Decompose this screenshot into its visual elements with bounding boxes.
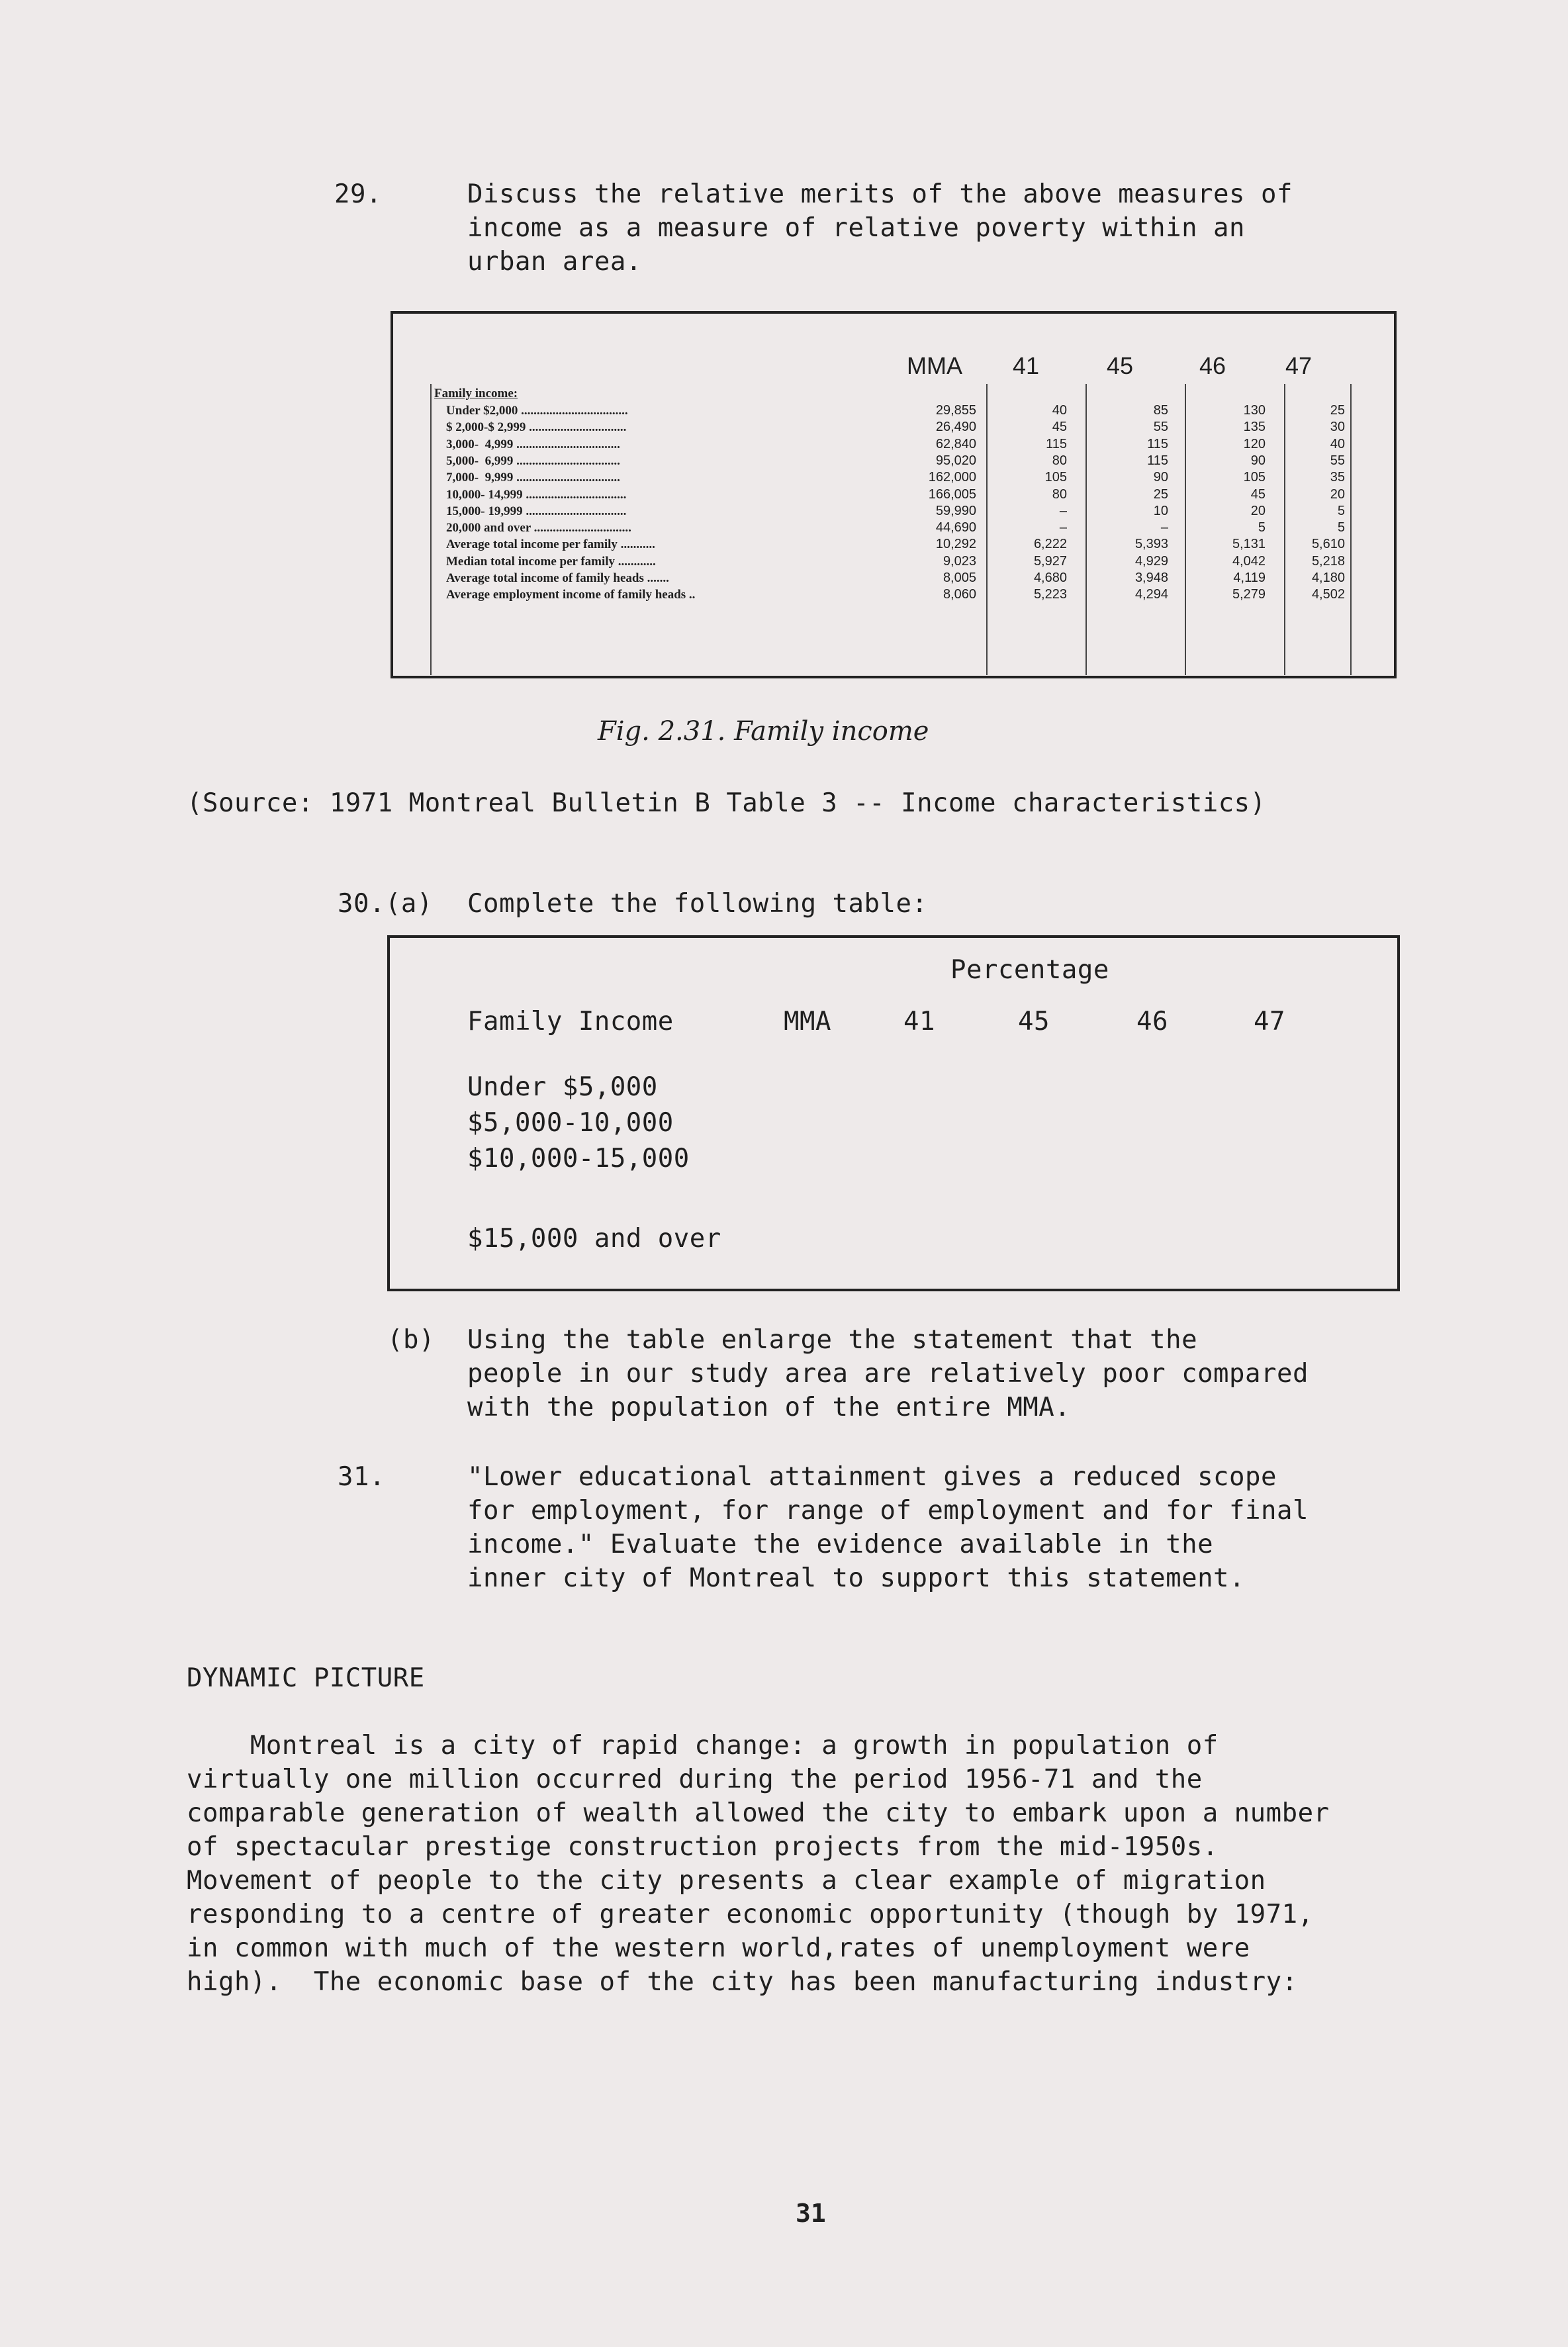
figure-cell: 4,294 — [1134, 587, 1168, 602]
figure-cell: 5,131 — [1232, 537, 1266, 552]
q31-line-4: inner city of Montreal to support this statement. — [467, 1563, 1246, 1593]
figure-cell: 105 — [1243, 470, 1266, 485]
table-row-under-5000: Under $5,000 — [467, 1072, 658, 1102]
figure-cell: 115 — [1046, 436, 1067, 451]
figure-col-divider — [430, 384, 432, 675]
figure-cell: 166,005 — [928, 486, 976, 502]
figure-cell: 45 — [1250, 486, 1266, 502]
figure-row-label: Average employment income of family heads .. — [446, 588, 696, 602]
figure-cell: 4,042 — [1232, 553, 1266, 569]
figure-row-label: 7,000- 9,999 ................................. — [446, 471, 620, 485]
figure-cell: 40 — [1052, 403, 1067, 418]
q31-number: 31. — [338, 1462, 385, 1492]
q31-line-1: "Lower educational attainment gives a reduced scope — [467, 1462, 1277, 1492]
q31-line-2: for employment, for range of employment and for final — [467, 1496, 1309, 1526]
q30b-line-1: Using the table enlarge the statement that the — [467, 1325, 1198, 1355]
q30-prompt: Complete the following table: — [467, 889, 928, 919]
figure-row-label: Median total income per family ............ — [446, 554, 656, 569]
figure-cell: 25 — [1153, 486, 1168, 502]
figure-cell: 3,948 — [1134, 571, 1168, 585]
figure-cell: 59,990 — [935, 503, 976, 518]
figure-cell: 4,119 — [1233, 571, 1266, 585]
figure-row-label: Average total income of family heads ....... — [446, 571, 669, 585]
figure-row-label: $ 2,000-$ 2,999 ............................... — [446, 420, 627, 435]
figure-cell: 55 — [1330, 453, 1345, 468]
figure-cell: – — [1059, 503, 1067, 518]
table-col-45: 45 — [1018, 1007, 1050, 1036]
figure-col-header-46: 46 — [1199, 352, 1226, 379]
figure-col-header-45: 45 — [1107, 352, 1134, 379]
figure-cell: 44,690 — [935, 520, 976, 535]
figure-cell: 5,223 — [1033, 587, 1067, 602]
figure-cell: 80 — [1052, 453, 1067, 468]
figure-col-header-mma: MMA — [907, 352, 962, 379]
figure-col-header-47: 47 — [1285, 352, 1313, 379]
q29-line-3: urban area. — [467, 247, 642, 277]
table-row-header: Family Income — [467, 1007, 674, 1036]
table-col-41: 41 — [903, 1007, 935, 1036]
figure-row-label: Under $2,000 .................................. — [446, 404, 628, 418]
figure-cell: 5,218 — [1311, 553, 1345, 569]
q30b-label: (b) — [387, 1325, 435, 1355]
paragraph-line-1: Montreal is a city of rapid change: a growth in population of — [187, 1731, 1219, 1761]
figure-cell: 10 — [1153, 503, 1168, 518]
table-percentage-header: Percentage — [950, 955, 1109, 985]
figure-cell: 8,060 — [943, 587, 976, 602]
figure-cell: 6,222 — [1033, 537, 1067, 552]
figure-cell: 29,855 — [935, 403, 976, 418]
figure-cell: 9,023 — [943, 553, 976, 569]
figure-cell: 5,393 — [1134, 537, 1168, 552]
figure-cell: 62,840 — [935, 436, 976, 451]
paragraph-line-2: virtually one million occurred during the period 1956-71 and the — [187, 1765, 1203, 1794]
source-line: (Source: 1971 Montreal Bulletin B Table 3 -- Income characteristics) — [187, 788, 1266, 818]
figure-cell: 40 — [1330, 436, 1345, 451]
table-row-10000-15000: $10,000-15,000 — [467, 1144, 690, 1174]
table-col-mma: MMA — [784, 1007, 831, 1036]
figure-cell: 115 — [1147, 436, 1168, 451]
figure-cell: 5 — [1258, 520, 1266, 535]
figure-cell: 120 — [1243, 436, 1266, 451]
figure-cell: 4,680 — [1033, 571, 1067, 585]
q30b-line-3: with the population of the entire MMA. — [467, 1393, 1071, 1422]
paragraph-line-3: comparable generation of wealth allowed the city to embark upon a number — [187, 1798, 1330, 1828]
figure-section-label: Family income: — [434, 387, 518, 400]
figure-cell: 85 — [1153, 403, 1168, 418]
figure-cell: 20 — [1250, 503, 1266, 518]
paragraph-line-6: responding to a centre of greater economic opportunity (though by 1971, — [187, 1900, 1314, 1929]
figure-cell: 20 — [1330, 486, 1345, 502]
figure-cell: 5 — [1337, 503, 1345, 518]
figure-row-label: 15,000- 19,999 ................................ — [446, 504, 627, 518]
figure-cell: 26,490 — [935, 420, 976, 435]
figure-row-label: 3,000- 4,999 ................................. — [446, 437, 620, 451]
figure-cell: 90 — [1250, 453, 1266, 468]
figure-cell: 25 — [1330, 403, 1345, 418]
figure-cell: 5,279 — [1232, 587, 1266, 602]
figure-col-divider — [1350, 384, 1352, 675]
figure-cell: 5 — [1337, 520, 1345, 535]
figure-cell: 162,000 — [928, 470, 976, 485]
figure-col-header-41: 41 — [1013, 352, 1040, 379]
paragraph-line-5: Movement of people to the city presents a clear example of migration — [187, 1866, 1266, 1896]
figure-cell: 30 — [1330, 420, 1345, 435]
paragraph-line-7: in common with much of the western world,rates of unemployment were — [187, 1933, 1250, 1963]
section-heading: DYNAMIC PICTURE — [187, 1663, 425, 1693]
table-col-46: 46 — [1136, 1007, 1168, 1036]
q30b-line-2: people in our study area are relatively poor compared — [467, 1359, 1309, 1389]
page-number: 31 — [796, 2199, 826, 2228]
figure-cell: 10,292 — [935, 537, 976, 552]
table-col-47: 47 — [1254, 1007, 1285, 1036]
table-row-5000-10000: $5,000-10,000 — [467, 1108, 674, 1138]
figure-cell: 55 — [1153, 420, 1168, 435]
figure-cell: – — [1160, 520, 1168, 535]
figure-cell: 45 — [1052, 420, 1067, 435]
figure-row-label: Average total income per family ........... — [446, 537, 655, 552]
figure-cell: 105 — [1044, 470, 1067, 485]
figure-cell: 35 — [1330, 470, 1345, 485]
figure-row-label: 5,000- 6,999 ................................. — [446, 453, 620, 468]
q29-number: 29. — [334, 179, 382, 209]
q30-number: 30.(a) — [338, 889, 433, 919]
table-row-15000-over: $15,000 and over — [467, 1224, 721, 1254]
figure-cell: – — [1059, 520, 1067, 535]
q29-line-1: Discuss the relative merits of the above measures of — [467, 179, 1293, 209]
figure-cell: 8,005 — [943, 571, 976, 585]
figure-cell: 80 — [1052, 486, 1067, 502]
figure-cell: 5,610 — [1311, 537, 1345, 552]
q31-line-3: income." Evaluate the evidence available in the — [467, 1530, 1214, 1559]
figure-cell: 4,502 — [1311, 587, 1345, 602]
figure-cell: 95,020 — [935, 453, 976, 468]
q29-line-2: income as a measure of relative poverty within an — [467, 213, 1246, 243]
figure-cell: 130 — [1243, 403, 1266, 418]
figure-cell: 90 — [1153, 470, 1168, 485]
paragraph-line-8: high). The economic base of the city has been manufacturing industry: — [187, 1967, 1298, 1997]
figure-row-label: 20,000 and over ............................... — [446, 521, 631, 535]
figure-cell: 4,929 — [1134, 553, 1168, 569]
figure-cell: 115 — [1147, 453, 1168, 468]
figure-caption: Fig. 2.31. Family income — [598, 716, 929, 747]
paragraph-line-4: of spectacular prestige construction projects from the mid-1950s. — [187, 1832, 1219, 1862]
figure-cell: 4,180 — [1311, 571, 1345, 585]
figure-row-label: 10,000- 14,999 ................................ — [446, 487, 627, 502]
figure-cell: 135 — [1243, 420, 1266, 435]
figure-cell: 5,927 — [1033, 553, 1067, 569]
